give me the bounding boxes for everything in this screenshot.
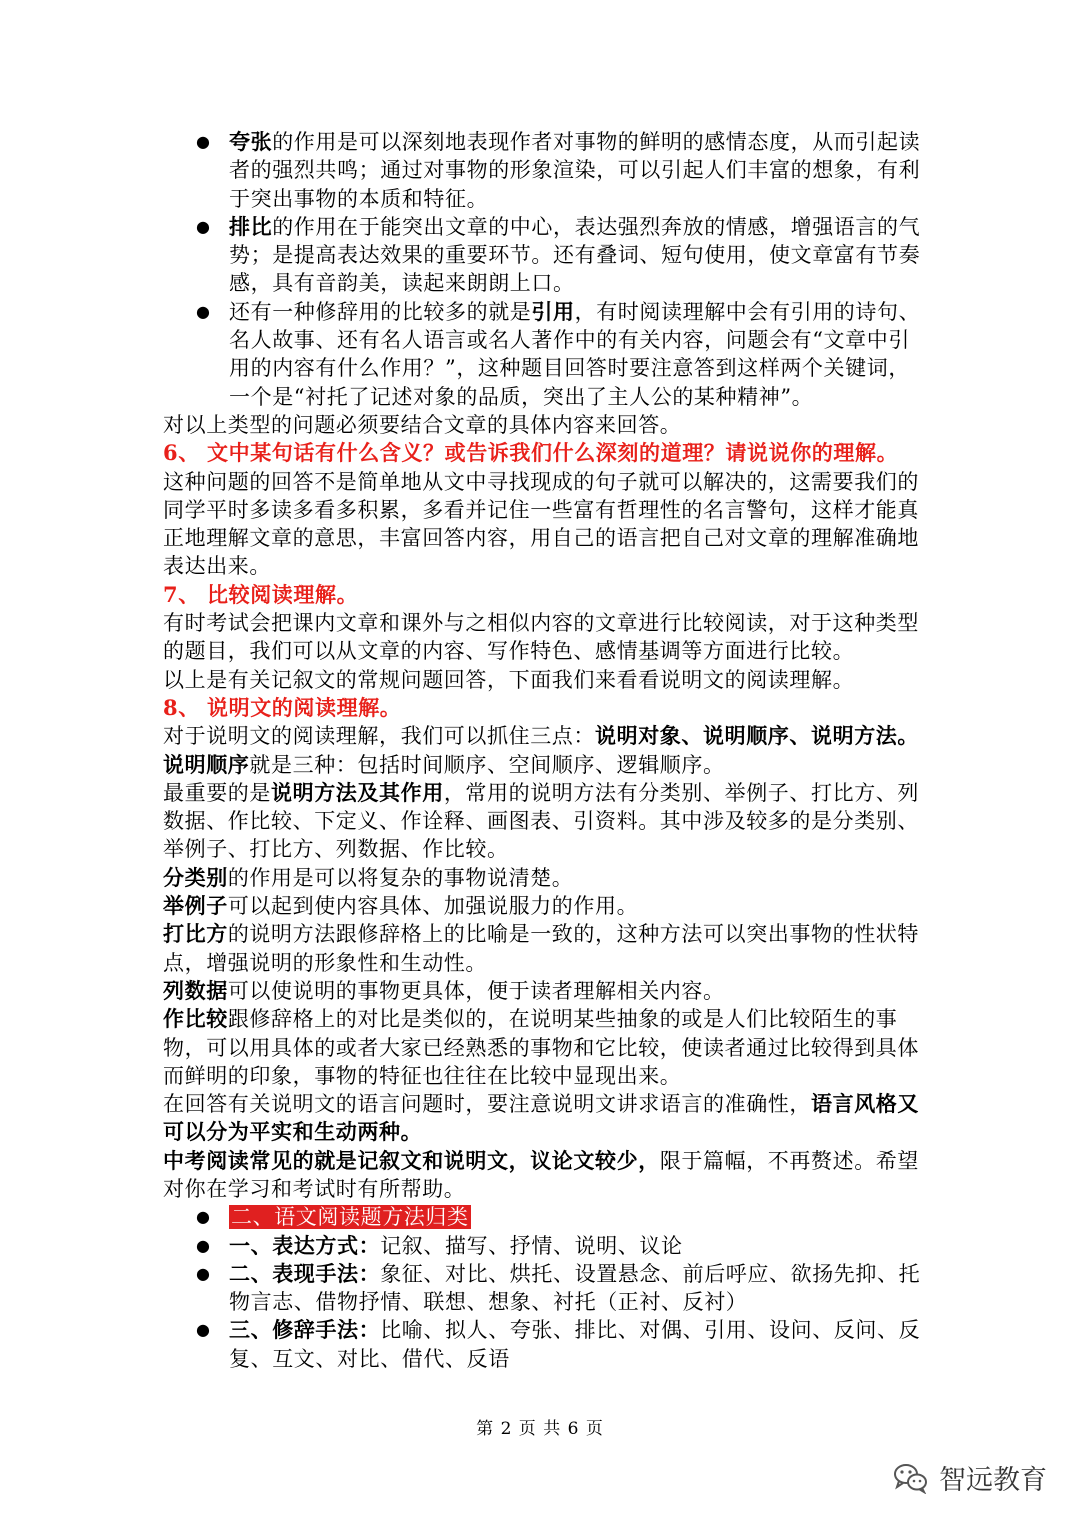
section-8-heading: 8、 说明文的阅读理解。 [163,694,402,720]
method-analogy: 打比方的说明方法跟修辞格上的比喻是一致的，这种方法可以突出事物的性状特点，增强说明的形象性和生动性。 [163,921,920,975]
page-content [163,128,923,1373]
watermark [893,1458,1047,1497]
bullet-dot: ● [196,1320,211,1340]
summary-line: 对以上类型的问题必须要结合文章的具体内容来回答。 [163,412,682,437]
section-7-body: 有时考试会把课内文章和课外与之相似内容的文章进行比较阅读，对于这种类型的题目，我们可以从文章的内容、写作特色、感情基调等方面进行比较。 [163,611,919,664]
bullet-text: 的作用在于能突出文章的中心，表达强烈奔放的情感，增强语言的气势；是提高表达效果的重要环节。还有叠词、短句使用，使文章富有节奏感，具有音韵美，读起来朗朗上口。 [229,214,921,296]
bullet-dot: ● [196,216,211,236]
bullet-prefix: 还有一种修辞用的比较多的就是 [229,299,532,324]
term-bold: 引用 [531,298,575,324]
bullet-exaggeration [163,128,923,213]
bullet-parallelism [163,213,923,298]
bullet-technique: ● 二、表现手法：象征、对比、烘托、设置悬念、前后呼应、欲扬先抑、托物言志、借物抒情、联想、想象、衬托（正衬、反衬） [196,1260,921,1315]
section-8-order: 说明顺序就是三种：包括时间顺序、空间顺序、逻辑顺序。 [163,751,725,777]
section-8-closing: 中考阅读常见的就是记叙文和说明文，议论文较少，限于篇幅，不再赘述。希望对你在学习和考试时有所帮助。 [163,1147,920,1201]
term-bold: 排比 [229,213,273,239]
highlighted-heading: 二、语文阅读题方法归类 [231,1205,469,1230]
bullet-rhetoric: ● 三、修辞手法：比喻、拟人、夸张、排比、对偶、引用、设问、反问、反复、互文、对比、借代、反语 [196,1317,921,1371]
bullet-text: 的作用是可以深刻地表现作者对事物的鲜明的感情态度，从而引起读者的强烈共鸣；通过对事物的形象渲染，可以引起人们丰富的想象，有利于突出事物的本质和特征。 [229,130,921,211]
method-data: 列数据可以使说明的事物更具体，便于读者理解相关内容。 [163,977,725,1003]
bullet-expression: ● 一、表达方式：记叙、描写、抒情、说明、议论 [163,1232,923,1260]
method-classification: 分类别的作用是可以将复杂的事物说清楚。 [163,864,574,890]
section-6-heading: 6、 文中某句话有什么含义？或告诉我们什么深刻的道理？请说说你的理解。 [163,440,899,466]
method-comparison: 作比较跟修辞格上的对比是类似的，在说明某些抽象的或是人们比较陌生的事物，可以用具体的或者大家已经熟悉的事物和它比较，使读者通过比较得到具体而鲜明的印象，事物的特征也往往在比较中显现出来。 [163,1006,919,1088]
section-6-body: 这种问题的回答不是简单地从文中寻找现成的句子就可以解决的，这需要我们的同学平时多读多看多积累，多看并记住一些富有哲理性的名言警句，这样才能真正地理解文章的意思，丰富回答内容，用自己的语言把自己对文章的理解准确地表达出来。 [163,469,919,579]
section-7-heading: 7、 比较阅读理解。 [163,581,359,607]
bullet-dot: ● [196,1207,211,1227]
section-8-method: 最重要的是说明方法及其作用，常用的说明方法有分类别、举例子、打比方、列数据、作比较、下定义、作诠释、画图表、引资料。其中涉及较多的是分类别、举例子、打比方、列数据、作比较。 [163,779,920,862]
bullet-text: ，有时阅读理解中会有引用的诗句、名人故事、还有名人语言或名人著作中的有关内容，问题会有“文章中引用的内容有什么作用？”，这种题目回答时要注意答到这样两个关键词，一个是“衬托了记述对象的品质，突出了主人公的某种精神”。 [229,299,921,409]
bullet-quotation [163,298,923,411]
bullet-dot: ● [196,1235,211,1255]
bullet-dot: ● [196,1263,211,1283]
page-footer: 第 2 页 共 6 页 [476,1419,604,1439]
wechat-icon [893,1462,929,1494]
watermark-text: 智远教育 [939,1465,1047,1496]
section-8-language: 在回答有关说明文的语言问题时，要注意说明文讲求语言的准确性，语言风格又可以分为平实和生动两种。 [163,1091,919,1145]
term-bold: 夸张 [229,129,273,154]
bullet-dot: ● [196,301,211,321]
section-7-transition: 以上是有关记叙文的常规问题回答，下面我们来看看说明文的阅读理解。 [163,667,855,692]
section-8-intro: 对于说明文的阅读理解，我们可以抓住三点：说明对象、说明顺序、说明方法。 [163,723,919,749]
bullet-dot: ● [196,132,211,151]
bullet-method-heading [163,1203,923,1231]
method-example: 举例子可以起到使内容具体、加强说服力的作用。 [163,893,639,919]
